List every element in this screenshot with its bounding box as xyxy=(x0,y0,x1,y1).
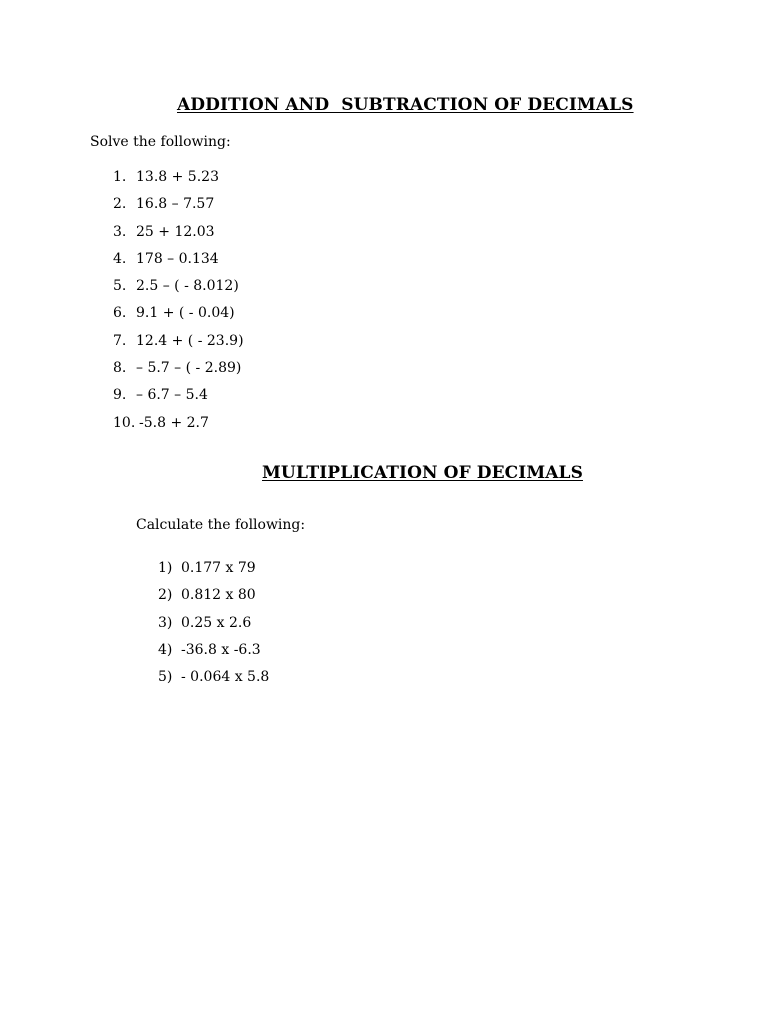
problem-list-multiplication xyxy=(158,557,458,693)
item-expression: 25 + 12.03 xyxy=(136,223,215,240)
list-item xyxy=(113,275,413,302)
item-expression: 0.177 x 79 xyxy=(181,560,256,576)
instruction-solve: Solve the following: xyxy=(90,134,231,150)
item-number: 1) xyxy=(158,560,173,576)
item-number: 3) xyxy=(158,614,173,631)
item-number: 7. xyxy=(113,332,127,349)
item-expression: -5.8 + 2.7 xyxy=(139,414,209,431)
instruction-calculate: Calculate the following: xyxy=(136,517,306,533)
list-item xyxy=(158,639,458,666)
item-expression: 2.5 – ( - 8.012) xyxy=(136,278,239,295)
item-number: 3. xyxy=(113,223,127,240)
item-number: 6. xyxy=(113,305,127,322)
item-number: 1. xyxy=(113,169,127,185)
list-item xyxy=(113,248,413,275)
item-expression: 0.812 x 80 xyxy=(181,587,256,604)
list-item xyxy=(158,612,458,639)
item-expression: -36.8 x -6.3 xyxy=(181,641,261,658)
item-expression: – 6.7 – 5.4 xyxy=(136,387,208,404)
section-heading-multiplication: MULTIPLICATION OF DECIMALS xyxy=(262,463,583,483)
problem-list-addition-subtraction xyxy=(113,166,413,439)
list-item xyxy=(113,330,413,357)
item-number: 5. xyxy=(113,278,127,295)
item-expression: 12.4 + ( - 23.9) xyxy=(136,332,244,349)
item-number: 5) xyxy=(158,669,173,686)
list-item xyxy=(158,584,458,611)
list-item xyxy=(113,193,413,220)
item-expression: 0.25 x 2.6 xyxy=(181,614,252,631)
list-item xyxy=(158,666,458,693)
item-number: 4) xyxy=(158,641,173,658)
list-item xyxy=(113,302,413,329)
list-item xyxy=(113,357,413,384)
item-expression: 16.8 – 7.57 xyxy=(136,196,215,213)
item-number: 9. xyxy=(113,387,127,404)
item-number: 2) xyxy=(158,587,173,604)
list-item xyxy=(113,166,413,193)
item-number: 10. xyxy=(113,414,136,431)
item-expression: 178 – 0.134 xyxy=(136,250,219,267)
item-number: 2. xyxy=(113,196,127,213)
item-number: 4. xyxy=(113,250,127,267)
list-item xyxy=(113,221,413,248)
item-expression: – 5.7 – ( - 2.89) xyxy=(136,360,242,377)
item-expression: 13.8 + 5.23 xyxy=(136,169,219,185)
list-item xyxy=(113,384,413,411)
item-expression: - 0.064 x 5.8 xyxy=(181,669,270,686)
list-item xyxy=(113,412,413,439)
item-number: 8. xyxy=(113,360,127,377)
list-item xyxy=(158,557,458,584)
item-expression: 9.1 + ( - 0.04) xyxy=(136,305,235,322)
section-heading-addition-subtraction: ADDITION AND SUBTRACTION OF DECIMALS xyxy=(177,95,634,115)
